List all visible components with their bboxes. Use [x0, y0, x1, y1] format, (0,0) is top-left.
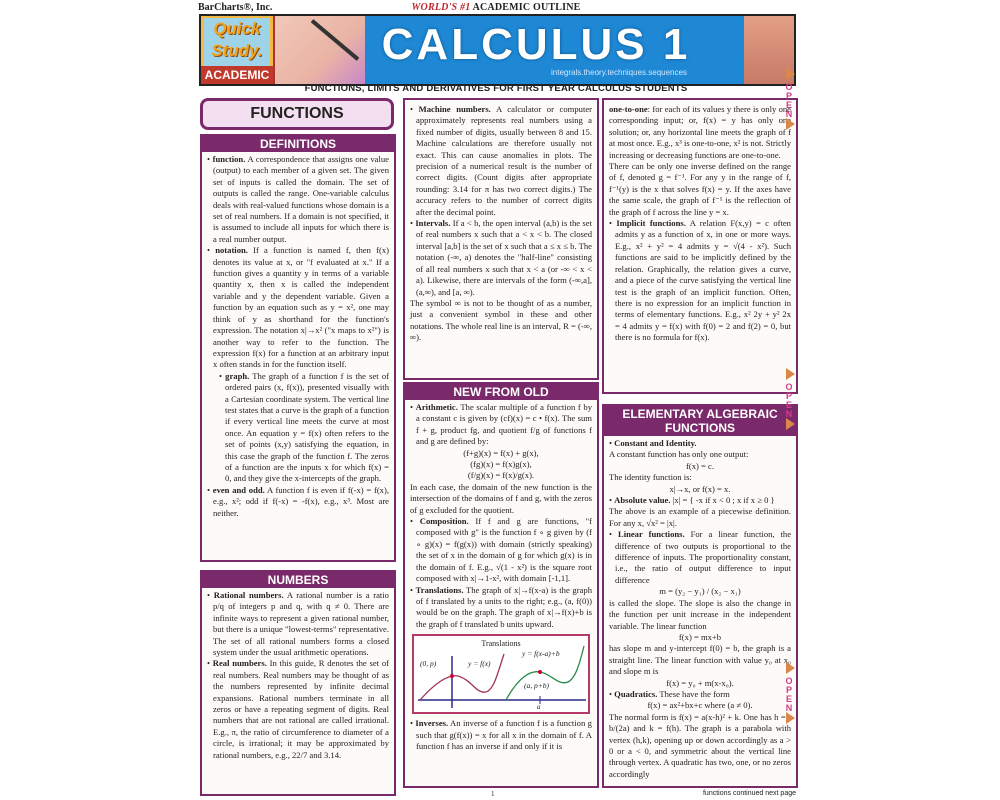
- formula: (f+g)(x) = f(x) + g(x),: [463, 447, 539, 458]
- graph-label: y = f(x-a)+b: [522, 649, 560, 659]
- list-item: • graph. The graph of a function f is the set of ordered pairs (x, f(x)), presented visually with a Cartesian coordinate system. The vertical line test states that a curve is the graph of a function if every vertical line meets the curve at most once. An equation y = f(x) often refers to the set of points (x,y) satisfying the equation, in this case the graph of the function f. The zeros of a function are the inputs x for which f(x) = 0, and they give the x-intercepts of the graph.: [219, 370, 389, 484]
- tagline: WORLD'S #1 ACADEMIC OUTLINE: [411, 2, 581, 13]
- title-banner: [199, 14, 796, 86]
- publisher: BarCharts®, Inc.: [198, 2, 273, 13]
- elementary-functions-header: ELEMENTARY ALGEBRAIC FUNCTIONS: [604, 406, 796, 436]
- graph-label: a: [537, 703, 541, 712]
- academic-label: ACADEMIC: [201, 66, 273, 84]
- paragraph: is called the slope. The slope is also the change in the function per unit increase in the independent variable. The linear function: [609, 597, 791, 631]
- machine-numbers-box: [403, 98, 599, 380]
- formula: (f/g)(x) = f(x)/g(x).: [467, 470, 535, 481]
- numbers-header: NUMBERS: [202, 572, 394, 588]
- list-item: • Real numbers. In this guide, R denotes the set of real numbers. Real numbers may be thought of as the numbers represented by infinite decimal expansions. Rational numbers terminate in all zeros or have a repeating segment of digits. Real numbers that are not rational are called irrational. E.g., π, the ratio of circumference to diameter of a circle, is irrational; it may be approximated by rational numbers, e.g., 22/7 and 3.14.: [207, 658, 389, 760]
- pen-photo-image: [275, 16, 365, 84]
- formula: f(x) = mx+b: [678, 631, 722, 642]
- open-tab[interactable]: OPEN: [784, 662, 804, 726]
- list-item: • Translations. The graph of x|→f(x-a) is the graph of f translated by a units to the right; e.g., (a, f(0)) would be on the graph. The graph of x|→f(x)+b is the graph of f translated b units upward.: [410, 584, 592, 629]
- paragraph: A constant function has only one output:: [609, 449, 749, 460]
- arrow-right-icon: [786, 662, 795, 674]
- subtitle-strap: FUNCTIONS, LIMITS AND DERIVATIVES FOR FIRST YEAR CALCULUS STUDENTS: [304, 83, 688, 94]
- banner-subtitle: integrals.theory.techniques.sequences: [551, 68, 687, 77]
- page-number: 1: [491, 790, 495, 798]
- definitions-box: [200, 134, 396, 562]
- arrow-right-icon: [786, 68, 795, 80]
- formula: (fg)(x) = f(x)g(x),: [470, 459, 532, 470]
- arrow-right-icon: [786, 712, 795, 724]
- paragraph: The above is an example of a piecewise definition. For any x, √x² = |x|.: [609, 506, 791, 528]
- list-item: • Linear functions. For a linear function, the difference of two outputs is proportional to the difference of inputs. The proportionality constant, i.e., the ratio of output difference to input difference: [609, 529, 792, 585]
- list-item: • Inverses. An inverse of a function f is a function g such that g(f(x)) = x for all x in the domain of f. A function f has an inverse if and only if it is: [410, 718, 592, 751]
- paragraph: has slope m and y-intercept f(0) = b, the graph is a straight line. The linear function with value y₀ at x₀ and slope m is: [609, 643, 791, 677]
- list-item: • Machine numbers. A calculator or computer approximately represents real numbers using a fixed number of digits, usually between 8 and 15. Machine calculations are therefore usually not exact. This can cause anomalies in plots. The precision of a numerical result is the number of correct digits. (Count digits after appropriate rounding: 3.14 for π has two correct digits.) The accuracy refers to the number of correct digits after the decimal point.: [410, 104, 593, 217]
- paragraph: one-to-one: for each of its values y there is only one corresponding input; or, f(x) = y has only one solution; or, any horizontal line meets the graph of f at most once. E.g., x³ is one-to-one, x² is not. Strictly increasing or decreasing functions are one-to-one.: [609, 104, 791, 160]
- list-item: • function. A correspondence that assigns one value (output) to each member of a given set. The given set of inputs is called the domain. The set of outputs is called the range. One-variable calculus deals with real-valued functions whose domain is a set of real numbers. If a domain is not specified, it is assumed to include all inputs for which there is a real number output.: [207, 154, 389, 244]
- inverses-implicit-box: [602, 98, 798, 394]
- graph-label: y = f(x): [468, 659, 491, 669]
- list-item: • Absolute value. |x| = { -x if x < 0 ; x if x ≥ 0 }: [609, 495, 775, 506]
- list-item: • even and odd. A function f is even if f(-x) = f(x), e.g., x²; odd if f(-x) = -f(x), e.g., x³. Most are neither.: [207, 484, 389, 518]
- new-from-old-header: NEW FROM OLD: [405, 384, 597, 400]
- graph-label: (a, p+b): [524, 681, 550, 691]
- arrow-right-icon: [786, 418, 795, 430]
- formula: m = (y₂ − y₁) / (x₂ − x₁): [659, 586, 741, 597]
- definitions-header: DEFINITIONS: [202, 136, 394, 152]
- paragraph: The normal form is f(x) = a(x-h)² + k. One has h = -b/(2a) and k = f(h). The graph is a parabola with vertex (h,k), opening up or down accordingly as a > 0 or a < 0, and symmetric about the vertical line through vertex. A quadratic has two, one, or no zeros accordingly: [609, 711, 791, 779]
- quickstudy-logo: Quick Study. ACADEMIC: [201, 16, 275, 84]
- study-guide-page: [196, 0, 800, 800]
- list-item: • notation. If a function is named f, then f(x) denotes its value at x, or "f evaluated at x." If a function gives a quantity y in terms of a variable quantity x, then x is called the independent variable and y the dependent variable. Given a function by an equation such as y = x², one may think of y as shorthand for the function's expression. The notation x|→x² ("x maps to x²") is another way to refer to the function. The expression f(x) for a function at an arbitrary input x often stands in for the function itself.: [207, 245, 389, 370]
- elementary-functions-box: [602, 404, 798, 788]
- list-item: • Rational numbers. A rational number is a ratio p/q of integers p and q, with q ≠ 0. There are infinite ways to represent a given rational number, but there is a unique "lowest-terms" representative. The set of all rational numbers forms a closed system under the usual arithmetic operations.: [207, 590, 389, 658]
- paragraph: The symbol ∞ is not to be thought of as a number, just a convenient symbol in these and other notations. The whole real line is an interval, R = (-∞, ∞).: [410, 297, 592, 343]
- arrow-right-icon: [786, 368, 795, 380]
- graph-label: (0, p): [420, 659, 437, 669]
- graph-title: Translations: [481, 639, 521, 649]
- page-title: CALCULUS 1: [381, 20, 691, 69]
- numbers-box: [200, 570, 396, 796]
- formula: f(x) = ax²+bx+c where (a ≠ 0).: [647, 700, 753, 711]
- list-item: • Composition. If f and g are functions, "f composed with g" is the function f ∘ g given by (f ∘ g)(x) = f(g(x)) with domain (strictly speaking) the set of x in the domain of g for which g(x) is in the domain of f. E.g., √(1 - x²) is the square root composed with x|→1-x², with domain [-1,1].: [410, 516, 592, 584]
- paragraph: There can be only one inverse defined on the range of f, denoted g = f⁻¹. For any y in the range of f, f⁻¹(y) is the x that solves f(x) = y. If the axes have the same scale, the graph of f⁻¹ is the reflection of the graph of f across the line y = x.: [609, 161, 791, 217]
- translations-graph: [412, 634, 590, 714]
- open-tab[interactable]: OPEN: [784, 368, 804, 432]
- paragraph: In each case, the domain of the new function is the intersection of the domains of f and g, with the zeros of g excluded for the quotient.: [410, 481, 592, 515]
- list-item: • Quadratics. These have the form: [609, 688, 730, 699]
- open-tab[interactable]: OPEN: [784, 68, 804, 132]
- formula: f(x) = y₀ + m(x-x₀).: [666, 677, 734, 688]
- arrow-right-icon: [786, 118, 795, 130]
- list-item: • Intervals. If a < b, the open interval (a,b) is the set of real numbers x such that a < x < b. The closed interval [a,b] is the set of x such that a ≤ x ≤ b. The notation (-∞, a) denotes the "half-line" consisting of all real numbers x such that x < a (or -∞ < x < a). Likewise, there are intervals of the form (-∞,a], (a,∞), and [a, ∞).: [410, 218, 592, 297]
- list-item: • Implicit functions. A relation F(x,y) = c often admits y as a function of x, in one or more ways. E.g., x² + y² = 4 admits y = √(4 - x²). Such functions are said to be implicitly defined by the relation. Graphically, the relation gives a curve, and a piece of the curve satisfying the vertical line test is the graph of an implicit function. Often, there is no expression for an implicit function in terms of elementary functions. E.g., x² 2y + y² 2x = 4 admits y = f(x) with f(0) = 2 and f(2) = 0, but there is no formula for f(x).: [609, 218, 791, 343]
- list-item: • Arithmetic. The scalar multiple of a function f by a constant c is given by (cf)(x) = c • f(x). The sum f + g, product fg, and quotient f/g of functions f and g are defined by:: [410, 402, 592, 447]
- section-title-functions: FUNCTIONS: [200, 98, 394, 130]
- new-from-old-box: [403, 382, 599, 788]
- formula: x|→x, or f(x) = x.: [669, 483, 731, 494]
- continued-note: functions continued next page: [702, 790, 796, 797]
- list-item: • Constant and Identity.: [609, 438, 697, 448]
- paragraph: The identity function is:: [609, 472, 692, 483]
- formula: f(x) = c.: [686, 460, 714, 471]
